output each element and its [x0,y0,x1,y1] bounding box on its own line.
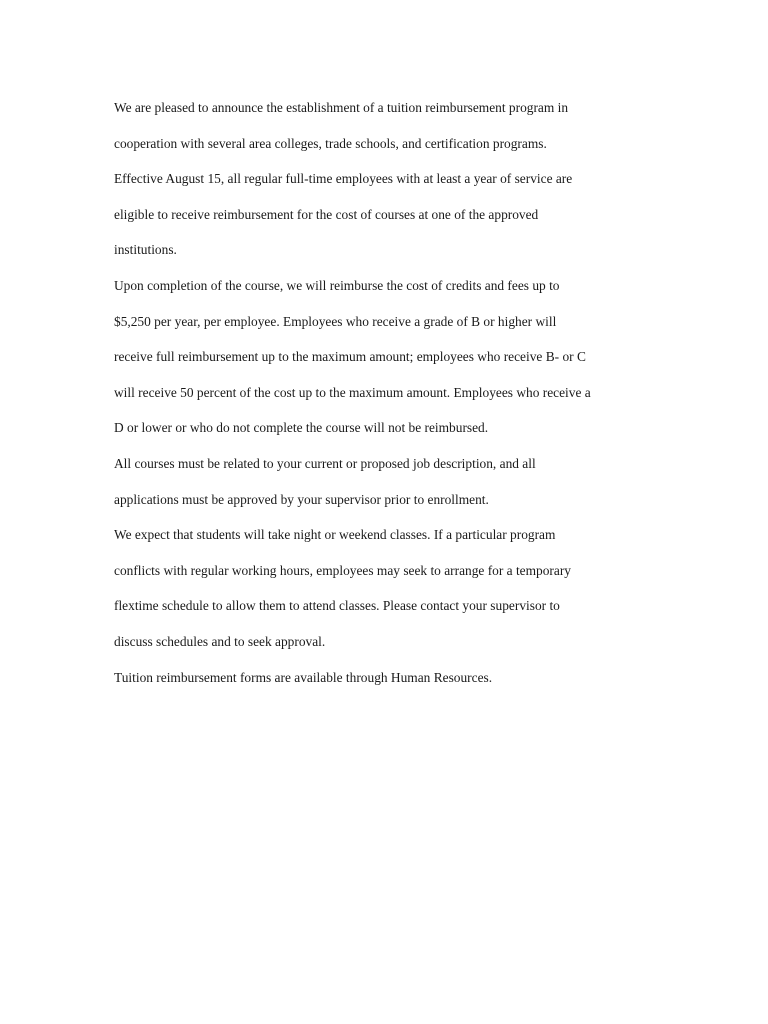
text-line: applications must be approved by your supervisor prior to enrollment. [114,491,489,507]
text-line: conflicts with regular working hours, employees may seek to arrange for a temporary [114,562,571,578]
text-line: All courses must be related to your current or proposed job description, and all [114,455,536,471]
text-line: discuss schedules and to seek approval. [114,633,326,649]
text-line: flextime schedule to allow them to attend classes. Please contact your supervisor to [114,598,560,614]
text-line: institutions. [114,242,177,258]
text-line: receive full reimbursement up to the maximum amount; employees who receive B- or C [114,349,586,365]
text-line: We expect that students will take night or weekend classes. If a particular program [114,527,556,543]
text-line: D or lower or who do not complete the course will not be reimbursed. [114,420,489,436]
text-line: Effective August 15, all regular full-time employees with at least a year of service are [114,171,573,187]
text-line: $5,250 per year, per employee. Employees who receive a grade of B or higher will [114,313,557,329]
text-line: Upon completion of the course, we will reimburse the cost of credits and fees up to [114,277,560,293]
text-line: eligible to receive reimbursement for the cost of courses at one of the approved [114,206,539,222]
text-line: cooperation with several area colleges, trade schools, and certification programs. [114,135,547,151]
text-line: Tuition reimbursement forms are available through Human Resources. [114,669,493,685]
text-line: will receive 50 percent of the cost up to the maximum amount. Employees who receive a [114,384,591,400]
text-line: We are pleased to announce the establishment of a tuition reimbursement program in [114,100,569,115]
document-body [114,90,659,695]
